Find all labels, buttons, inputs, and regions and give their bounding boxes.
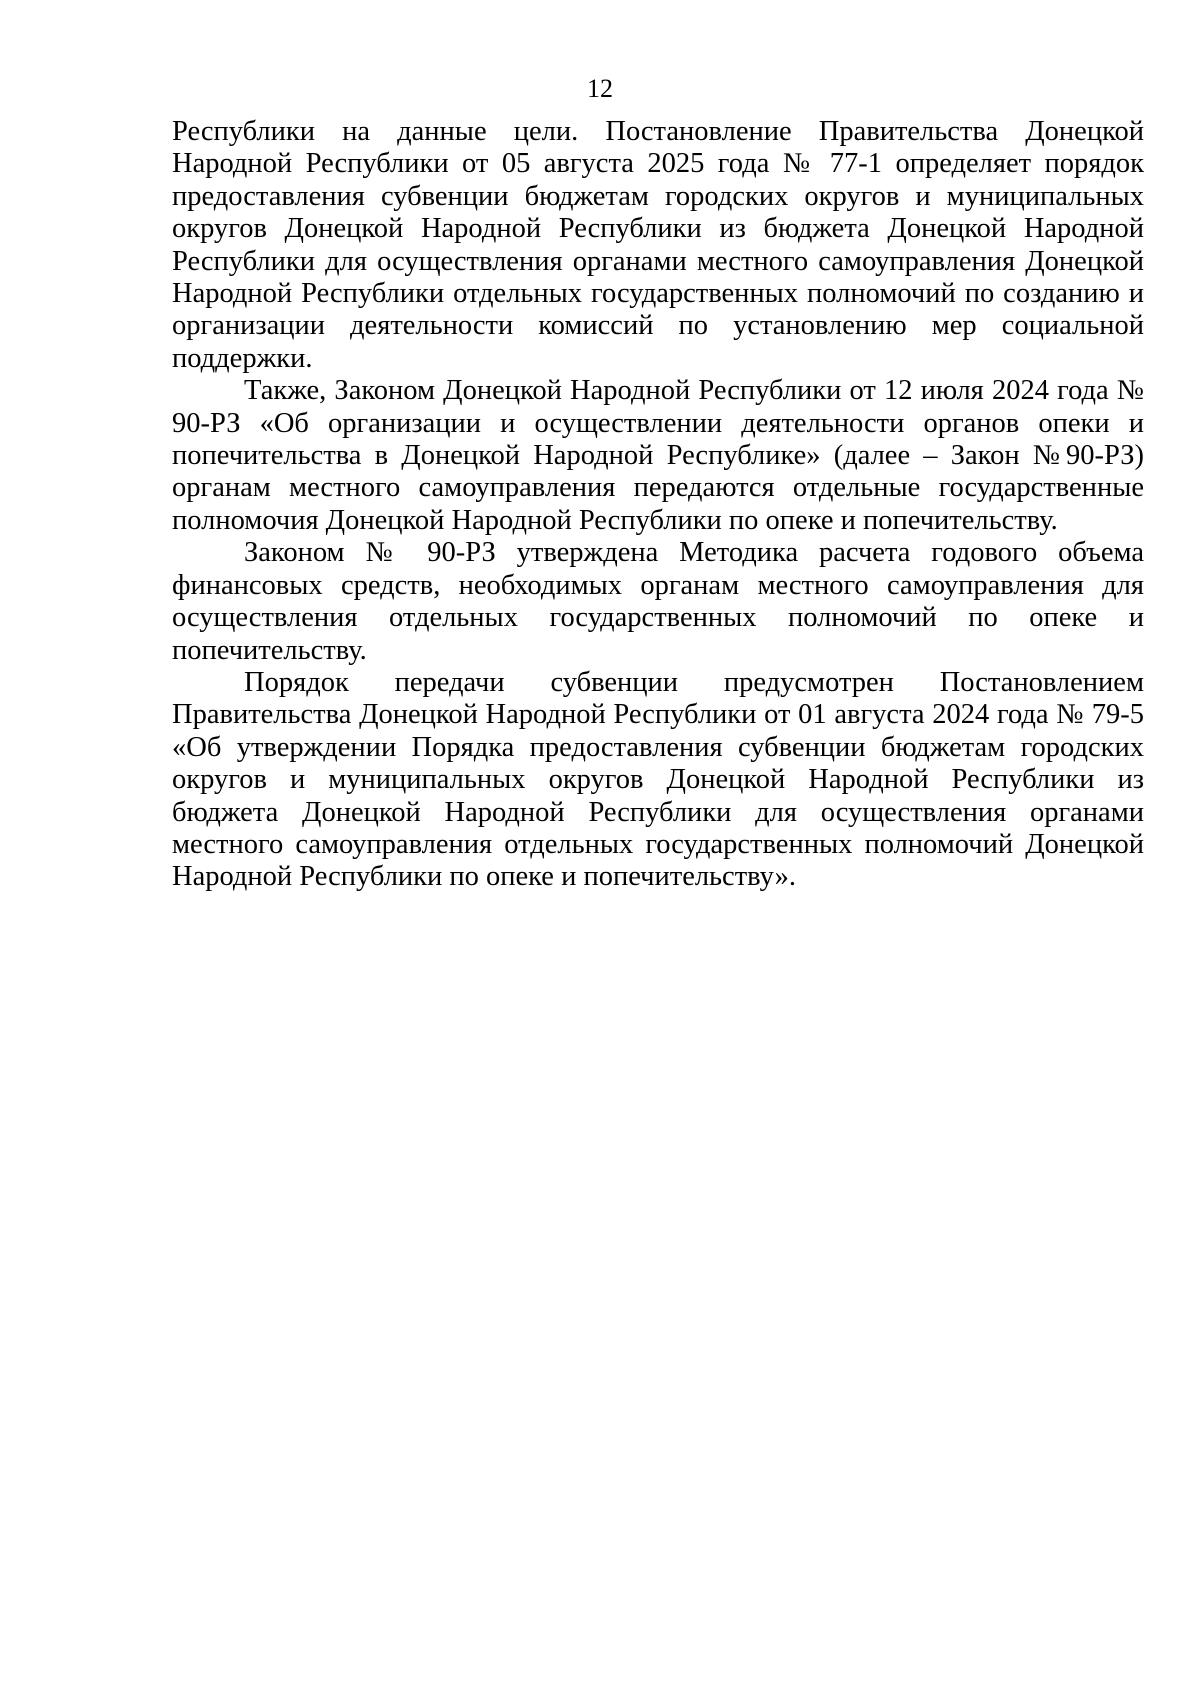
paragraph-methodology: Законом № 90-РЗ утверждена Методика расчета годового объема финансовых средств, необходимых органам местного самоуправления для осуществления отдельных государственных полномочий по опеке и попечительству. [172, 537, 1144, 666]
paragraph-law-90-rz: Также, Законом Донецкой Народной Республики от 12 июля 2024 года № 90-РЗ «Об организации и осуществлении деятельности органов опеки и попечительства в Донецкой Народной Республике» (далее – Закон №90-РЗ) органам местного самоуправления передаются отдельные государственные полномочия Донецкой Народной Республики по опеке и попечительству. [172, 375, 1144, 536]
document-body [172, 116, 1144, 894]
page-number: 12 [587, 74, 613, 103]
paragraph-continuation: Республики на данные цели. Постановление Правительства Донецкой Народной Республики от 05 августа 2025 года № 77-1 определяет порядок предоставления субвенции бюджетам городских округов и муниципальных округов Донецкой Народной Республики из бюджета Донецкой Народной Республики для осуществления органами местного самоуправления Донецкой Народной Республики отдельных государственных полномочий по созданию и организации деятельности комиссий по установлению мер социальной поддержки. [172, 116, 1144, 374]
paragraph-subvention-order: Порядок передачи субвенции предусмотрен Постановлением Правительства Донецкой Народной Республики от 01 августа 2024 года № 79-5 «Об утверждении Порядка предоставления субвенции бюджетам городских округов и муниципальных округов Донецкой Народной Республики из бюджета Донецкой Народной Республики для осуществления органами местного самоуправления отдельных государственных полномочий Донецкой Народной Республики по опеке и попечительству». [172, 666, 1144, 893]
